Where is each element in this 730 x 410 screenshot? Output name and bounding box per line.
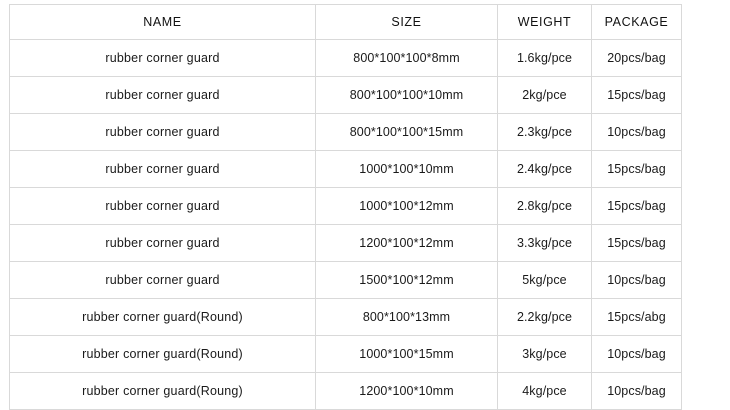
cell-weight: 5kg/pce — [498, 262, 592, 299]
cell-name: rubber corner guard(Roung) — [10, 373, 316, 410]
table-header-row — [10, 5, 682, 40]
cell-size: 1500*100*12mm — [316, 262, 498, 299]
table-row — [10, 336, 682, 373]
cell-size: 1200*100*10mm — [316, 373, 498, 410]
table-row — [10, 188, 682, 225]
table-row — [10, 151, 682, 188]
cell-name: rubber corner guard — [10, 114, 316, 151]
cell-weight: 2.4kg/pce — [498, 151, 592, 188]
table-row — [10, 373, 682, 410]
cell-package: 15pcs/abg — [592, 299, 682, 336]
table-row — [10, 299, 682, 336]
cell-package: 10pcs/bag — [592, 336, 682, 373]
cell-name: rubber corner guard — [10, 188, 316, 225]
cell-size: 800*100*100*8mm — [316, 40, 498, 77]
table-row — [10, 262, 682, 299]
column-header-size: SIZE — [316, 5, 498, 40]
table-row — [10, 225, 682, 262]
cell-package: 10pcs/bag — [592, 114, 682, 151]
cell-size: 800*100*100*15mm — [316, 114, 498, 151]
cell-name: rubber corner guard — [10, 151, 316, 188]
cell-name: rubber corner guard(Round) — [10, 336, 316, 373]
cell-size: 1000*100*10mm — [316, 151, 498, 188]
cell-package: 15pcs/bag — [592, 77, 682, 114]
table-row — [10, 77, 682, 114]
cell-weight: 2kg/pce — [498, 77, 592, 114]
table-row — [10, 114, 682, 151]
cell-size: 1000*100*12mm — [316, 188, 498, 225]
cell-package: 15pcs/bag — [592, 225, 682, 262]
cell-package: 20pcs/bag — [592, 40, 682, 77]
cell-weight: 2.2kg/pce — [498, 299, 592, 336]
cell-weight: 2.8kg/pce — [498, 188, 592, 225]
cell-weight: 2.3kg/pce — [498, 114, 592, 151]
specification-table — [9, 4, 682, 410]
cell-name: rubber corner guard(Round) — [10, 299, 316, 336]
cell-weight: 3.3kg/pce — [498, 225, 592, 262]
cell-name: rubber corner guard — [10, 40, 316, 77]
column-header-name: NAME — [10, 5, 316, 40]
cell-package: 15pcs/bag — [592, 151, 682, 188]
cell-package: 10pcs/bag — [592, 373, 682, 410]
table-row — [10, 40, 682, 77]
cell-weight: 4kg/pce — [498, 373, 592, 410]
cell-weight: 1.6kg/pce — [498, 40, 592, 77]
column-header-package: PACKAGE — [592, 5, 682, 40]
cell-size: 800*100*13mm — [316, 299, 498, 336]
cell-weight: 3kg/pce — [498, 336, 592, 373]
cell-size: 1000*100*15mm — [316, 336, 498, 373]
cell-size: 800*100*100*10mm — [316, 77, 498, 114]
table-header — [10, 5, 682, 40]
table-body — [10, 40, 682, 410]
cell-name: rubber corner guard — [10, 77, 316, 114]
cell-package: 15pcs/bag — [592, 188, 682, 225]
cell-name: rubber corner guard — [10, 262, 316, 299]
cell-name: rubber corner guard — [10, 225, 316, 262]
column-header-weight: WEIGHT — [498, 5, 592, 40]
cell-size: 1200*100*12mm — [316, 225, 498, 262]
cell-package: 10pcs/bag — [592, 262, 682, 299]
